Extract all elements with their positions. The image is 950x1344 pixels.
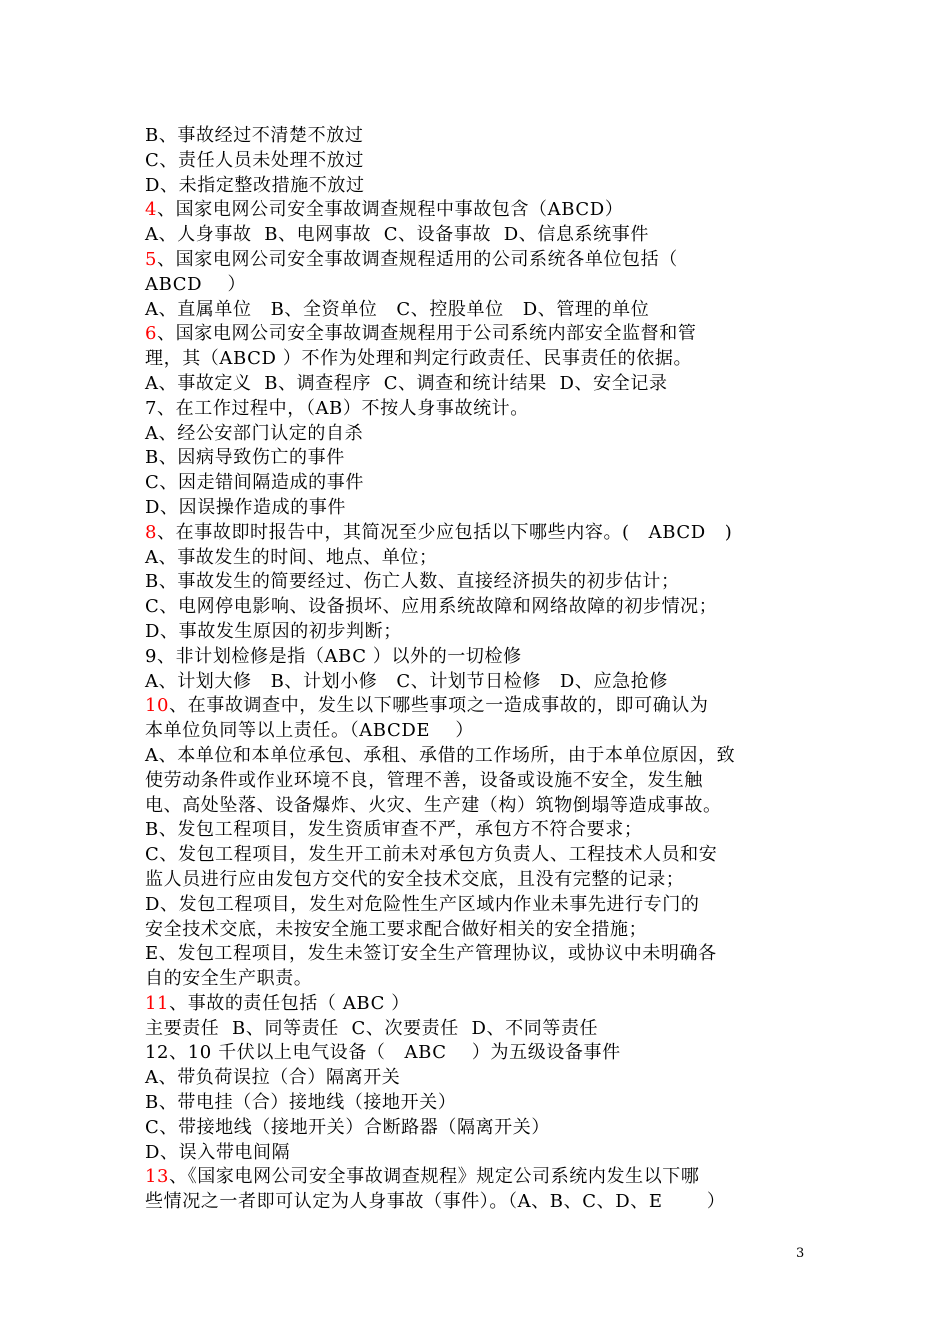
line-text: 安全技术交底，未按安全施工要求配合做好相关的安全措施； <box>145 918 648 940</box>
line-text: E、发包工程项目，发生未签订安全生产管理协议，或协议中未明确各 <box>145 943 717 965</box>
text-line <box>145 893 810 918</box>
line-text: 7、在工作过程中，（AB）不按人身事故统计。 <box>145 397 529 419</box>
line-text: 12、10 千伏以上电气设备（ ABC ）为五级设备事件 <box>145 1042 621 1064</box>
text-line <box>145 918 810 943</box>
text-line <box>145 570 810 595</box>
text-line <box>145 298 810 323</box>
text-line <box>145 1165 810 1190</box>
line-text: 主要责任 B、同等责任 C、次要责任 D、不同等责任 <box>145 1017 599 1039</box>
line-text: 、国家电网公司安全事故调查规程中事故包含（ABCD） <box>157 199 624 221</box>
line-text: 使劳动条件或作业环境不良，管理不善，设备或设施不安全，发生触 <box>145 769 703 791</box>
line-text: B、发包工程项目，发生资质审查不严，承包方不符合要求； <box>145 819 643 841</box>
text-line <box>145 322 810 347</box>
text-line <box>145 198 810 223</box>
question-number: 13 <box>145 1166 170 1188</box>
text-line <box>145 620 810 645</box>
line-text: B、因病导致伤亡的事件 <box>145 447 345 469</box>
text-line <box>145 818 810 843</box>
line-text: 、《国家电网公司安全事故调查规程》规定公司系统内发生以下哪 <box>169 1166 700 1188</box>
text-line <box>145 769 810 794</box>
text-line <box>145 992 810 1017</box>
question-number: 4 <box>145 199 158 221</box>
text-line <box>145 223 810 248</box>
text-line <box>145 1116 810 1141</box>
text-line <box>145 1190 810 1215</box>
document-body <box>145 124 810 1215</box>
text-line <box>145 372 810 397</box>
line-text: 9、非计划检修是指（ABC ）以外的一切检修 <box>145 645 522 667</box>
line-text: 本单位负同等以上责任。（ABCDE ） <box>145 720 474 742</box>
text-line <box>145 1141 810 1166</box>
line-text: D、发包工程项目，发生对危险性生产区域内作业未事先进行专门的 <box>145 893 700 915</box>
question-number: 11 <box>145 992 170 1014</box>
text-line <box>145 1017 810 1042</box>
line-text: D、因误操作造成的事件 <box>145 496 347 518</box>
text-line <box>145 942 810 967</box>
text-line <box>145 670 810 695</box>
line-text: 监人员进行应由发包方交代的安全技术交底，且没有完整的记录； <box>145 868 685 890</box>
line-text: C、发包工程项目，发生开工前未对承包方负责人、工程技术人员和安 <box>145 844 718 866</box>
text-line <box>145 1041 810 1066</box>
text-line <box>145 645 810 670</box>
text-line <box>145 124 810 149</box>
line-text: A、事故发生的时间、地点、单位； <box>145 546 438 568</box>
line-text: B、带电挂（合）接地线（接地开关） <box>145 1092 457 1114</box>
text-line <box>145 248 810 273</box>
text-line <box>145 843 810 868</box>
line-text: D、误入带电间隔 <box>145 1141 291 1163</box>
line-text: ABCD ） <box>145 273 247 295</box>
text-line <box>145 174 810 199</box>
line-text: C、因走错间隔造成的事件 <box>145 472 364 494</box>
line-text: A、带负荷误拉（合）隔离开关 <box>145 1067 401 1089</box>
text-line <box>145 1091 810 1116</box>
question-number: 5 <box>145 248 158 270</box>
line-text: 自的安全生产职责。 <box>145 968 313 990</box>
line-text: 电、高处坠落、设备爆炸、火灾、生产建（构）筑物倒塌等造成事故。 <box>145 794 722 816</box>
line-text: 、在事故调查中，发生以下哪些事项之一造成事故的，即可确认为 <box>169 695 709 717</box>
line-text: 、在事故即时报告中，其简况至少应包括以下哪些内容。( ABCD ) <box>157 521 733 543</box>
text-line <box>145 868 810 893</box>
line-text: 、国家电网公司安全事故调查规程用于公司系统内部安全监督和管 <box>157 323 697 345</box>
question-number: 8 <box>145 521 158 543</box>
line-text: C、带接地线（接地开关）合断路器（隔离开关） <box>145 1116 550 1138</box>
line-text: B、事故经过不清楚不放过 <box>145 125 364 146</box>
line-text: 、事故的责任包括（ ABC ） <box>169 992 410 1014</box>
line-text: C、责任人员未处理不放过 <box>145 149 364 171</box>
line-text: A、本单位和本单位承包、承租、承借的工作场所，由于本单位原因，致 <box>145 744 736 766</box>
text-line <box>145 347 810 372</box>
text-line <box>145 471 810 496</box>
line-text: 理，其（ABCD ）不作为处理和判定行政责任、民事责任的依据。 <box>145 348 693 370</box>
line-text: A、计划大修 B、计划小修 C、计划节日检修 D、应急抢修 <box>145 670 668 692</box>
line-text: D、未指定整改措施不放过 <box>145 174 365 196</box>
text-line <box>145 521 810 546</box>
text-line <box>145 273 810 298</box>
text-line <box>145 967 810 992</box>
line-text: A、经公安部门认定的自杀 <box>145 422 364 444</box>
text-line <box>145 397 810 422</box>
line-text: B、事故发生的简要经过、伤亡人数、直接经济损失的初步估计； <box>145 571 680 593</box>
text-line <box>145 719 810 744</box>
text-line <box>145 149 810 174</box>
line-text: A、事故定义 B、调查程序 C、调查和统计结果 D、安全记录 <box>145 372 668 394</box>
line-text: A、直属单位 B、全资单位 C、控股单位 D、管理的单位 <box>145 298 650 320</box>
line-text: A、人身事故 B、电网事故 C、设备事故 D、信息系统事件 <box>145 224 649 246</box>
text-line <box>145 446 810 471</box>
line-text: 些情况之一者即可认定为人身事故（事件）。（A、B、C、D、E ） <box>145 1191 726 1213</box>
text-line <box>145 496 810 521</box>
line-text: C、电网停电影响、设备损坏、应用系统故障和网络故障的初步情况； <box>145 596 718 618</box>
text-line <box>145 694 810 719</box>
question-number: 6 <box>145 323 158 345</box>
text-line <box>145 1066 810 1091</box>
text-line <box>145 595 810 620</box>
page-number: 3 <box>796 1246 805 1261</box>
text-line <box>145 744 810 769</box>
text-line <box>145 422 810 447</box>
line-text: D、事故发生原因的初步判断； <box>145 620 402 642</box>
question-number: 10 <box>145 695 170 717</box>
text-line <box>145 546 810 571</box>
line-text: 、国家电网公司安全事故调查规程适用的公司系统各单位包括（ <box>157 248 678 270</box>
text-line <box>145 794 810 819</box>
